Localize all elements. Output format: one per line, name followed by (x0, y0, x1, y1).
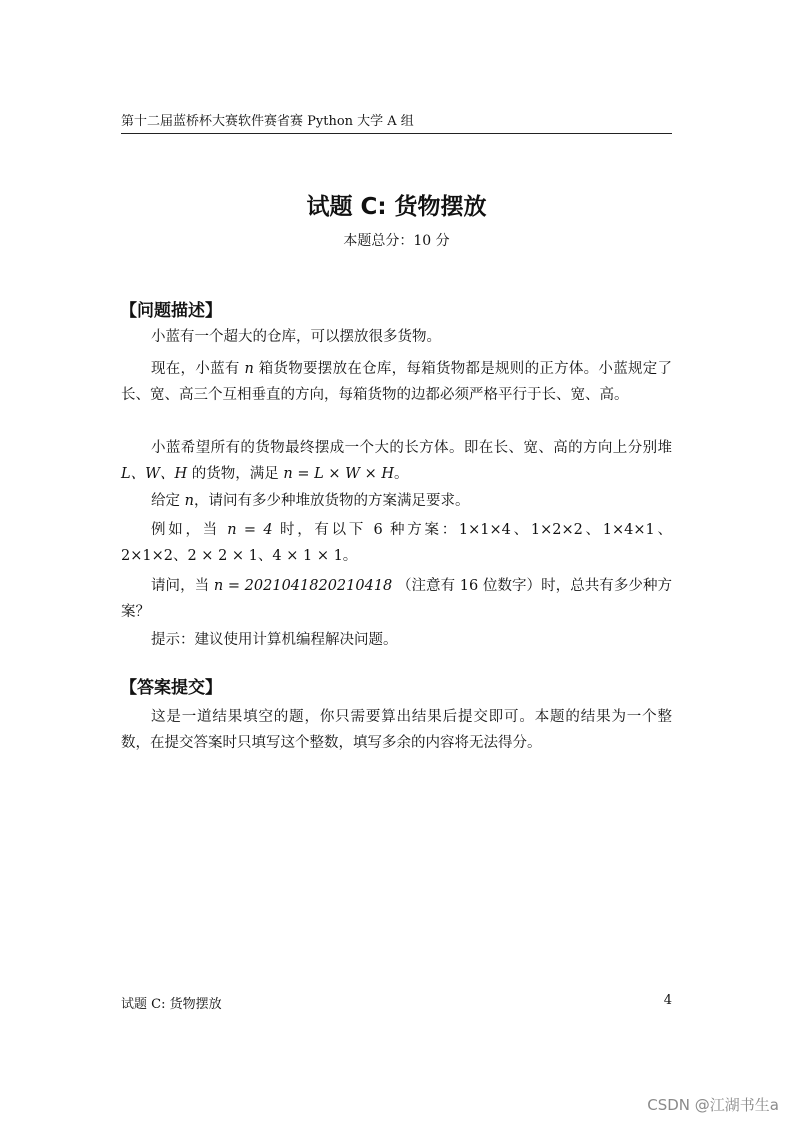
page-number: 4 (663, 993, 672, 1008)
description-paragraph-3: 小蓝希望所有的货物最终摆成一个大的长方体。即在长、宽、高的方向上分别堆 L、W、H 的货物，满足 n = L × W × H。 (121, 440, 672, 482)
description-paragraph-1: 小蓝有一个超大的仓库，可以摆放很多货物。 (151, 329, 441, 345)
math-n: n (184, 493, 194, 509)
description-paragraph-7: 提示：建议使用计算机编程解决问题。 (151, 632, 398, 648)
math-volume-equation: n = L × W × H (283, 466, 395, 482)
description-paragraph-6: 请问，当 n = 2021041820210418 （注意有 16 位数字）时，总共有多少种方案？ (121, 578, 673, 620)
description-heading: 【问题描述】 (120, 301, 222, 321)
math-n: n (244, 361, 254, 377)
math-example-equation: n = 4 (227, 522, 273, 538)
footer-title: 试题 C: 货物摆放 (121, 997, 222, 1012)
description-paragraph-4: 给定 n，请问有多少种堆放货物的方案满足要求。 (151, 493, 470, 509)
math-dimensions: L、W、H (121, 466, 188, 482)
description-paragraph-2: 现在，小蓝有 n 箱货物要摆放在仓库，每箱货物都是规则的正方体。小蓝规定了长、宽、高三个互相垂直的方向，每箱货物的边都必须严格平行于长、宽、高。 (121, 361, 673, 403)
running-header: 第十二届蓝桥杯大赛软件赛省赛 Python 大学 A 组 (121, 114, 672, 134)
math-target-equation: n = 2021041820210418 (213, 578, 393, 594)
submission-paragraph: 这是一道结果填空的题，你只需要算出结果后提交即可。本题的结果为一个整数，在提交答案时只填写这个整数，填写多余的内容将无法得分。 (121, 709, 672, 751)
problem-score: 本题总分：10 分 (343, 233, 450, 249)
description-paragraph-5: 例如，当 n = 4 时，有以下 6 种方案：1×1×4、1×2×2、1×4×1、2×1×2、2 × 2 × 1、4 × 1 × 1。 (121, 522, 672, 564)
watermark: CSDN @江湖书生a (647, 1096, 779, 1114)
problem-title: 试题 C: 货物摆放 (306, 194, 487, 220)
submission-heading: 【答案提交】 (120, 678, 222, 698)
